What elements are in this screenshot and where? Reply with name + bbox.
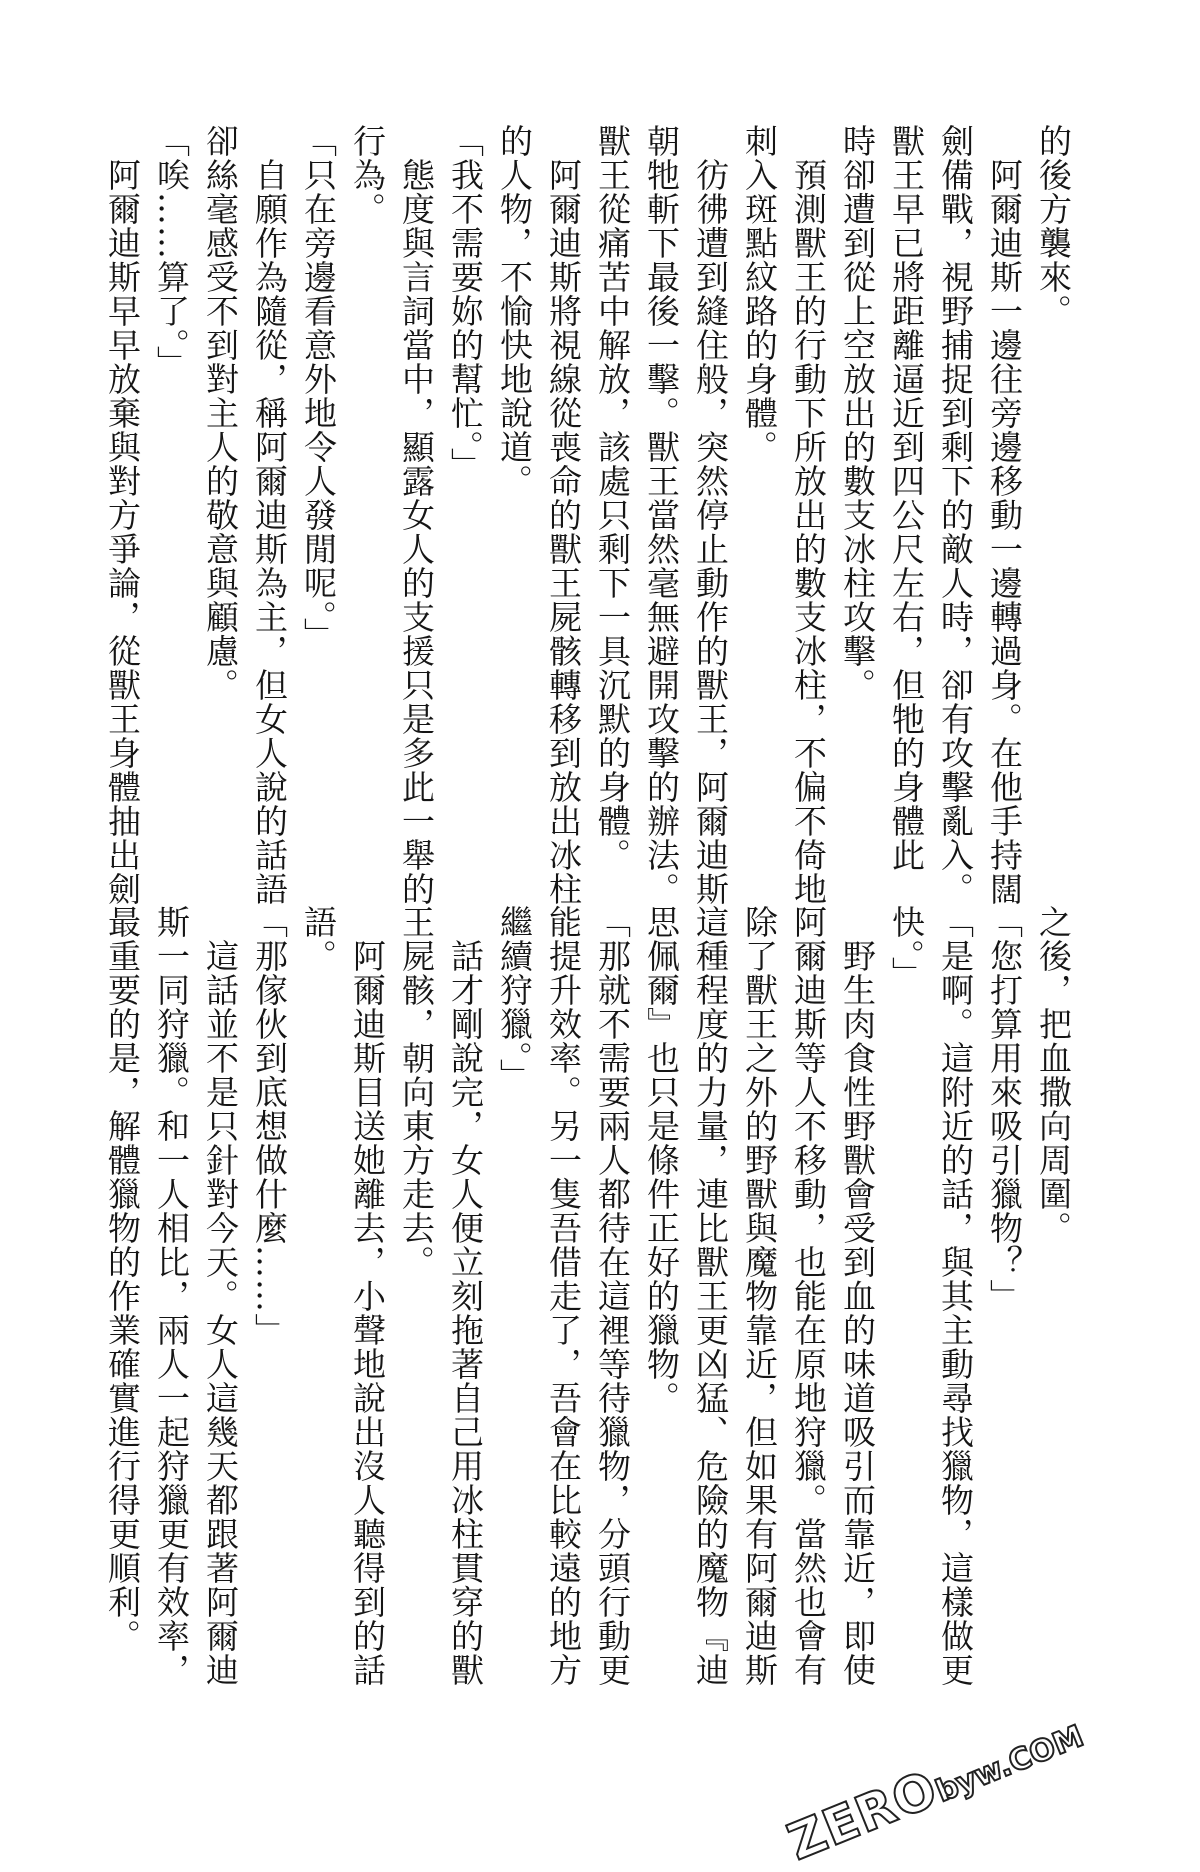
text-column: 自願作為隨從，稱阿爾迪斯為主，但女人說的話語: [250, 124, 289, 906]
text-column: 預測獸王的行動下所放出的數支冰柱，不偏不倚地: [789, 124, 828, 906]
text-column: 的人物，不愉快地說道。: [495, 124, 534, 498]
text-column: 「那就不需要兩人都待在這裡等待獵物，分頭行動更: [593, 905, 632, 1687]
text-column: 朝牠斬下最後一擊。獸王當然毫無避開攻擊的辦法。: [642, 124, 681, 906]
watermark-brand: ZERO: [779, 1759, 946, 1872]
text-column: 野生肉食性野獸會受到血的味道吸引而靠近，即使: [838, 905, 877, 1687]
text-block-top: [98, 124, 1078, 906]
text-column: 話才剛說完，女人便立刻拖著自己用冰柱貫穿的獸: [446, 905, 485, 1687]
text-column: 的後方襲來。: [1034, 124, 1073, 328]
text-column: 獸王早已將距離逼近到四公尺左右，但牠的身體此: [887, 124, 926, 872]
watermark-suffix: byw.COM: [931, 1718, 1089, 1810]
text-column: 能提升效率。另一隻吾借走了，吾會在比較遠的地方: [544, 905, 583, 1687]
text-column: 斯一同狩獵。和一人相比，兩人一起狩獵更有效率，: [152, 905, 191, 1687]
text-column: 刺入斑點紋路的身體。: [740, 124, 779, 464]
text-column: 快。」: [887, 905, 926, 991]
text-column: 時卻遭到從上空放出的數支冰柱攻擊。: [838, 124, 877, 702]
text-column: 「您打算用來吸引獵物？」: [985, 905, 1024, 1313]
text-column: 「唉……算了。」: [152, 124, 191, 380]
text-column: 獸王從痛苦中解放，該處只剩下一具沉默的身體。: [593, 124, 632, 872]
site-watermark: [780, 1701, 1090, 1871]
text-column: 彷彿遭到縫住般，突然停止動作的獸王，阿爾迪斯: [691, 124, 730, 906]
text-block-bottom: [98, 905, 1078, 1687]
text-column: 態度與言詞當中，顯露女人的支援只是多此一舉的: [397, 124, 436, 906]
text-column: 阿爾迪斯等人不移動，也能在原地狩獵。當然也會有: [789, 905, 828, 1687]
text-column: 「只在旁邊看意外地令人發閒呢。」: [299, 124, 338, 652]
text-column: 「是啊。這附近的話，與其主動尋找獵物，這樣做更: [936, 905, 975, 1687]
text-column: 「我不需要妳的幫忙。」: [446, 124, 485, 482]
text-column: 劍備戰，視野捕捉到剩下的敵人時，卻有攻擊亂入。: [936, 124, 975, 906]
text-column: 行為。: [348, 124, 387, 226]
text-column: 語。: [299, 905, 338, 973]
text-column: 阿爾迪斯早早放棄與對方爭論，從獸王身體抽出劍: [103, 124, 142, 906]
text-column: 阿爾迪斯一邊往旁邊移動一邊轉過身。在他手持闊: [985, 124, 1024, 906]
text-column: 思佩爾』也只是條件正好的獵物。: [642, 905, 681, 1415]
text-column: 阿爾迪斯將視線從喪命的獸王屍骸轉移到放出冰柱: [544, 124, 583, 906]
text-column: 除了獸王之外的野獸與魔物靠近，但如果有阿爾迪斯: [740, 905, 779, 1687]
text-column: 王屍骸，朝向東方走去。: [397, 905, 436, 1279]
text-column: 這話並不是只針對今天。女人這幾天都跟著阿爾迪: [201, 905, 240, 1687]
text-column: 最重要的是，解體獵物的作業確實進行得更順利。: [103, 905, 142, 1653]
text-column: 阿爾迪斯目送她離去，小聲地說出沒人聽得到的話: [348, 905, 387, 1687]
text-column: 之後，把血撒向周圍。: [1034, 905, 1073, 1245]
text-column: 繼續狩獵。」: [495, 905, 534, 1093]
text-column: 「那傢伙到底想做什麼……」: [250, 905, 289, 1347]
text-column: 這種程度的力量，連比獸王更凶猛、危險的魔物『迪: [691, 905, 730, 1687]
text-column: 卻絲毫感受不到對主人的敬意與顧慮。: [201, 124, 240, 702]
